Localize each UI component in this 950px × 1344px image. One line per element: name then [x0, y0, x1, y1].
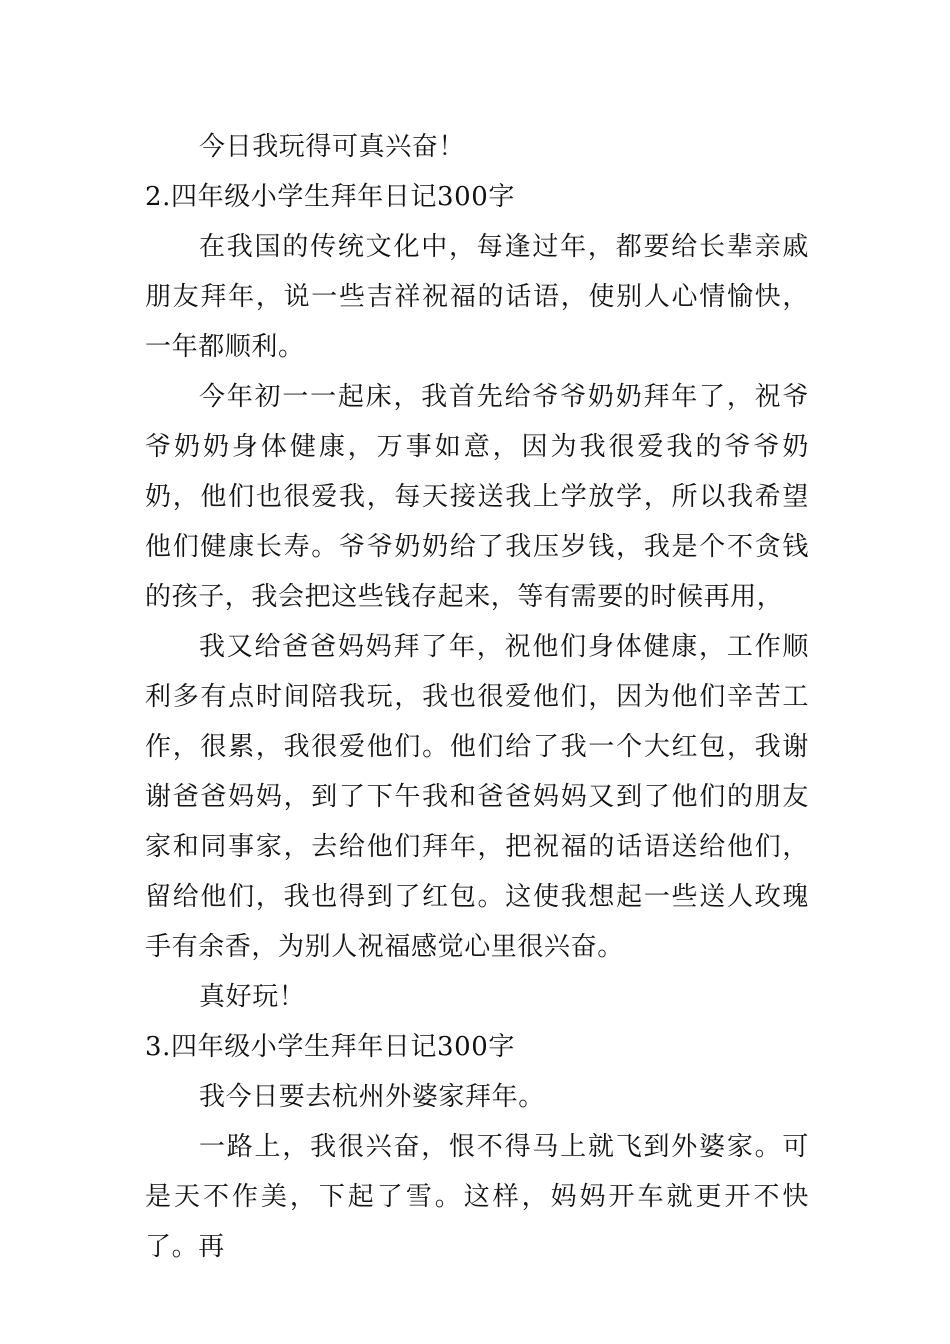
- paragraph-parents: 我又给爸爸妈妈拜了年，祝他们身体健康，工作顺利多有点时间陪我玩，我也很爱他们，因为他们辛苦工作，很累，我很爱他们。他们给了我一个大红包，我谢谢爸爸妈妈，到了下午我和爸爸妈妈又到了他们的朋友家和同事家，去给他们拜年，把祝福的话语送给他们，留给他们，我也得到了红包。这使我想起一些送人玫瑰手有余香，为别人祝福感觉心里很兴奋。: [145, 632, 809, 962]
- paragraph-fun: 真好玩！: [199, 982, 306, 1012]
- section-heading-3: 3.四年级小学生拜年日记300字: [145, 1032, 516, 1062]
- paragraph-grandparents: 今年初一一起床，我首先给爷爷奶奶拜年了，祝爷爷奶奶身体健康，万事如意，因为我很爱我的爷爷奶奶，他们也很爱我，每天接送我上学放学，所以我希望他们健康长寿。爷爷奶奶给了我压岁钱，我是个不贪钱的孩子，我会把这些钱存起来，等有需要的时候再用，: [145, 382, 809, 612]
- paragraph-journey: 一路上，我很兴奋，恨不得马上就飞到外婆家。可是天不作美，下起了雪。这样，妈妈开车就更开不快了。再: [145, 1132, 809, 1262]
- paragraph-tradition: 在我国的传统文化中，每逢过年，都要给长辈亲戚朋友拜年，说一些吉祥祝福的话语，使别人心情愉快，一年都顺利。: [145, 232, 809, 362]
- paragraph-hangzhou: 我今日要去杭州外婆家拜年。: [199, 1082, 545, 1112]
- section-heading-2: 2.四年级小学生拜年日记300字: [145, 182, 516, 212]
- document-body: [145, 122, 809, 1272]
- paragraph-closing-line: 今日我玩得可真兴奋！: [199, 132, 466, 162]
